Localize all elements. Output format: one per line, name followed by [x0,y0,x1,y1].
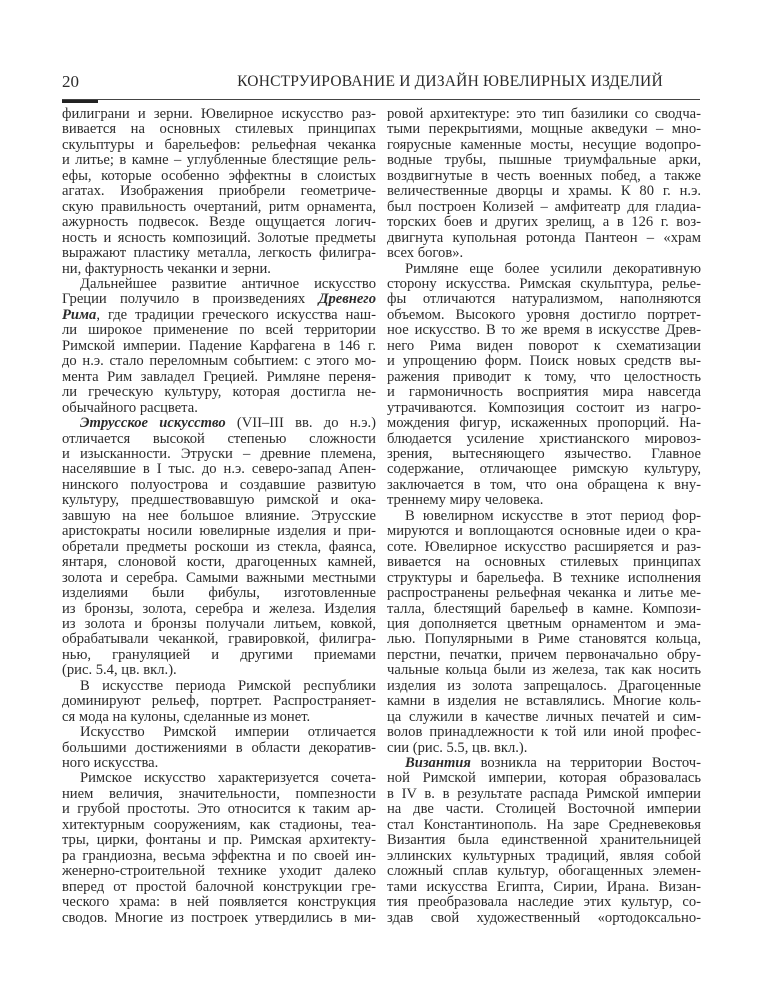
text-line: янтаря, слоновой кости, драгоценных камней, [62,554,376,571]
text-line: доминируют рельеф, портрет. Распространяет- [62,693,376,710]
paragraph [62,771,376,926]
emphasized-term: Рима [62,306,97,323]
text-line: воздвигнутые в честь военных побед, а также [387,167,701,184]
text-line: в IV в. в результате распада Римской империи [387,785,701,802]
text-line: Византия была единственной хранительницей [387,832,701,849]
emphasized-term: Древнего [318,291,376,308]
text-line: Искусство Римской империи отличается [80,724,376,741]
text-line: большими достижениями в области декоратив- [62,739,376,756]
paragraph [387,262,701,509]
text-line: до н.э. стало переломным событием: с этого мо- [62,353,376,370]
text-line: хитектурным сооружениям, как стадионы, теа- [62,816,376,833]
text-line: тами искусства Египта, Сирии, Ирана. Визан- [387,878,701,895]
text-line: и грубой простоты. Это относится к таким ар- [62,801,376,818]
text-line: ровой архитектуре: это тип базилики со сводча- [387,106,701,122]
text-line: изделиями были фибулы, изготовленные [62,585,376,602]
text-line: содержание, отличающее римскую культуру, [387,461,701,478]
text-line: величественные дворцы и храмы. К 80 г. н.э. [387,183,701,200]
text-line: фы отличаются натурализмом, наполняются [387,291,701,308]
text-line: золота и серебра. Самыми важными местными [62,569,376,586]
text-line: Римляне еще более усилили декоративную [405,260,701,277]
text-line: Дальнейшее развитие античное искусство [80,275,376,292]
page-number: 20 [62,72,79,91]
text-segment: Греции получило в произведениях [62,291,319,308]
text-line: сложный сплав культур, обогащенных элемен- [387,863,701,880]
text-line: торских боев и других зрелищ, а в 126 г. воз- [387,214,701,231]
paragraph [387,107,701,262]
text-line: камни в изделия не вставлялись. Многие коль- [387,693,701,710]
text-line: волов принадлежности к той или иной профес- [387,724,701,741]
text-line: скульптуры и барельефов: рельефная чеканка [62,136,376,153]
text-line: тры, цирки, фонтаны и пр. Римская архитекту- [62,832,376,849]
text-line: и литье; в камне – углубленные блестящие рель- [62,152,376,169]
text-line [62,308,376,323]
paragraph [62,679,376,725]
text-line: мируются и воплощаются основные идеи о кра- [387,523,701,540]
text-line: ность и ясность композиций. Золотые предметы [62,229,376,246]
text-line: нинского полуострова и создавшие развитую [62,476,376,493]
emphasized-term: Византия [405,755,471,772]
text-line: перстни, печатки, причем первоначально обру- [387,646,701,663]
text-line: женерно-строительной технике уходит далеко [62,863,376,880]
paragraph [62,416,376,679]
text-line: зрения, вытесняющего язычество. Главное [387,445,701,462]
text-line: ефы, которые особенно эффектны в слоистых [62,167,376,184]
text-line: культуру, предшествовавшую римской и ока- [62,492,376,509]
text-line: из золота и бронзы получали литьем, ковкой, [62,615,376,632]
text-line: вивается на основных стилевых принципах [62,121,376,138]
emphasized-term: Этрусское искусство [80,415,226,432]
text-line: здав свой художественный «ортодоксально- [387,909,701,926]
text-line: агатах. Изображения приобрели геометриче- [62,183,376,200]
text-line: филиграни и зерни. Ювелирное искусство раз- [62,106,376,122]
text-line: выражают пластику металла, легкость филигра- [62,245,376,262]
paragraph [62,725,376,771]
text-line: ного искусства. [62,755,159,772]
text-line: тыми перекрытиями, мощные акведуки – мно- [387,121,701,138]
text-line: ной Римской империи, которая образовалась [387,770,701,787]
text-line: него Рима виден поворот к схематизации [387,337,701,354]
text-line: всех богов». [387,245,464,262]
text-segment: возникла на территории Восточ- [470,755,701,772]
text-line [387,756,701,771]
text-line: гоярусные каменные мосты, несущие водопро- [387,136,701,153]
text-line: чальные кольца были из железа, так как носить [387,662,701,679]
text-line: утрачиваются. Композиция состоит из нагро- [387,399,701,416]
text-line: мождения фигур, искаженных пропорций. На- [387,415,701,432]
text-line: ция дополняется цветным орнаментом и эма- [387,615,701,632]
text-line: обычайного расцвета. [62,399,198,416]
paragraph [387,509,701,756]
text-line: сторону искусства. Римская скульптура, релье- [387,275,701,292]
text-segment: (VII–III вв. до н.э.) [225,415,376,432]
text-line: аристократы носили ювелирные изделия и при- [62,523,376,540]
left-column [62,107,376,926]
text-line: стал Константинополь. На заре Средневековья [387,816,701,833]
text-line: завшую на нее большое влияние. Этрусские [62,507,376,524]
text-line: ли греческую культуру, которая достигла не- [62,384,376,401]
text-line: распространены рельефная чеканка и литье ме- [387,585,701,602]
text-line: эллинских культурных традиций, являя собой [387,847,701,864]
text-line: и изысканности. Этруски – древние племена, [62,445,376,462]
text-line: структуры и барельефа. В технике исполнения [387,569,701,586]
text-line: отличается высокой степенью сложности [62,430,376,447]
text-line: ческого храма: в ней появляется конструкция [62,894,376,911]
text-line: ное искусство. В то же время в искусстве Древ- [387,322,701,339]
text-line: сводов. Многие из построек утвердились в ми- [62,909,376,926]
text-line: Римской империи. Падение Карфагена в 146 г. [62,337,376,354]
text-line: треннему миру человека. [387,492,544,509]
right-column [387,107,701,926]
text-line: вперед от простой балочной конструкции гре- [62,878,376,895]
text-line: заключается в том, что она обращена к вну- [387,476,701,493]
text-line: ли широкое применение по всей территории [62,322,376,339]
text-line: ся мода на кулоны, сделанные из монет. [62,708,311,725]
text-line: мента Рим завладел Грецией. Римляне переня- [62,368,376,385]
text-line: водные трубы, пышные триумфальные арки, [387,152,701,169]
text-line: тия преобразовала наследие этих культур, со- [387,894,701,911]
text-line [62,416,376,431]
text-line: обрабатывали чеканкой, гравировкой, филигра- [62,631,376,648]
text-line: (рис. 5.4, цв. вкл.). [62,662,177,679]
text-line: В искусстве периода Римской республики [80,677,376,694]
text-line [62,292,376,307]
paragraph [62,277,376,416]
text-line: и гармоничность восприятия мира навсегда [387,384,701,401]
text-line: ажурность подвесок. Везде ощущается логич- [62,214,376,231]
paragraph [387,756,701,926]
text-line: В ювелирном искусстве в этот период фор- [405,507,701,524]
text-line: талла, блестящий барельеф в камне. Компози- [387,600,701,617]
text-line: Римское искусство характеризуется сочета- [80,770,376,787]
text-line: из бронзы, золота, серебра и железа. Изделия [62,600,376,617]
header-rule [62,99,700,100]
text-line: скую правильность очертаний, ритм орнамента, [62,198,376,215]
text-line: обретали предметы роскоши из стекла, фаянса, [62,538,376,555]
text-line: ни, фактурность чеканки и зерни. [62,260,271,277]
text-line: вивается на основных стилевых принципах [387,554,701,571]
paragraph [62,107,376,277]
text-line: на две части. Столицей Восточной империи [387,801,701,818]
text-line: ражения приводит к тому, что целостность [387,368,701,385]
text-line: и упрощению форм. Поиск новых средств вы- [387,353,701,370]
page-number-underline [62,100,98,103]
text-line: нью, грануляцией и другими приемами [62,646,376,663]
text-line: был построен Колизей – амфитеатр для гладиа- [387,198,701,215]
running-title: КОНСТРУИРОВАНИЕ И ДИЗАЙН ЮВЕЛИРНЫХ ИЗДЕЛИЙ [237,73,663,90]
text-line: сии (рис. 5.5, цв. вкл.). [387,739,528,756]
text-line: двигнута купольная ротонда Пантеон – «храм [387,229,701,246]
text-line: соте. Ювелирное искусство расширяется и раз- [387,538,701,555]
text-line: объемом. Высокого уровня достигло портрет- [387,306,701,323]
text-line: ра грандиозна, весьма эффектна и по своей ин- [62,847,376,864]
text-line: лью. Популярными в Риме становятся кольца, [387,631,701,648]
text-line: населявшие в I тыс. до н.э. северо-запад Апен- [62,461,376,478]
text-line: нием величия, значительности, помпезности [62,785,376,802]
text-line: ца служили в качестве личных печатей и сим- [387,708,701,725]
text-line: блюдается усиление христианского мировоз- [387,430,701,447]
text-line: изделия из золота запрещалось. Драгоценные [387,677,701,694]
text-segment: , где традиции греческого искусства наш- [96,306,376,323]
